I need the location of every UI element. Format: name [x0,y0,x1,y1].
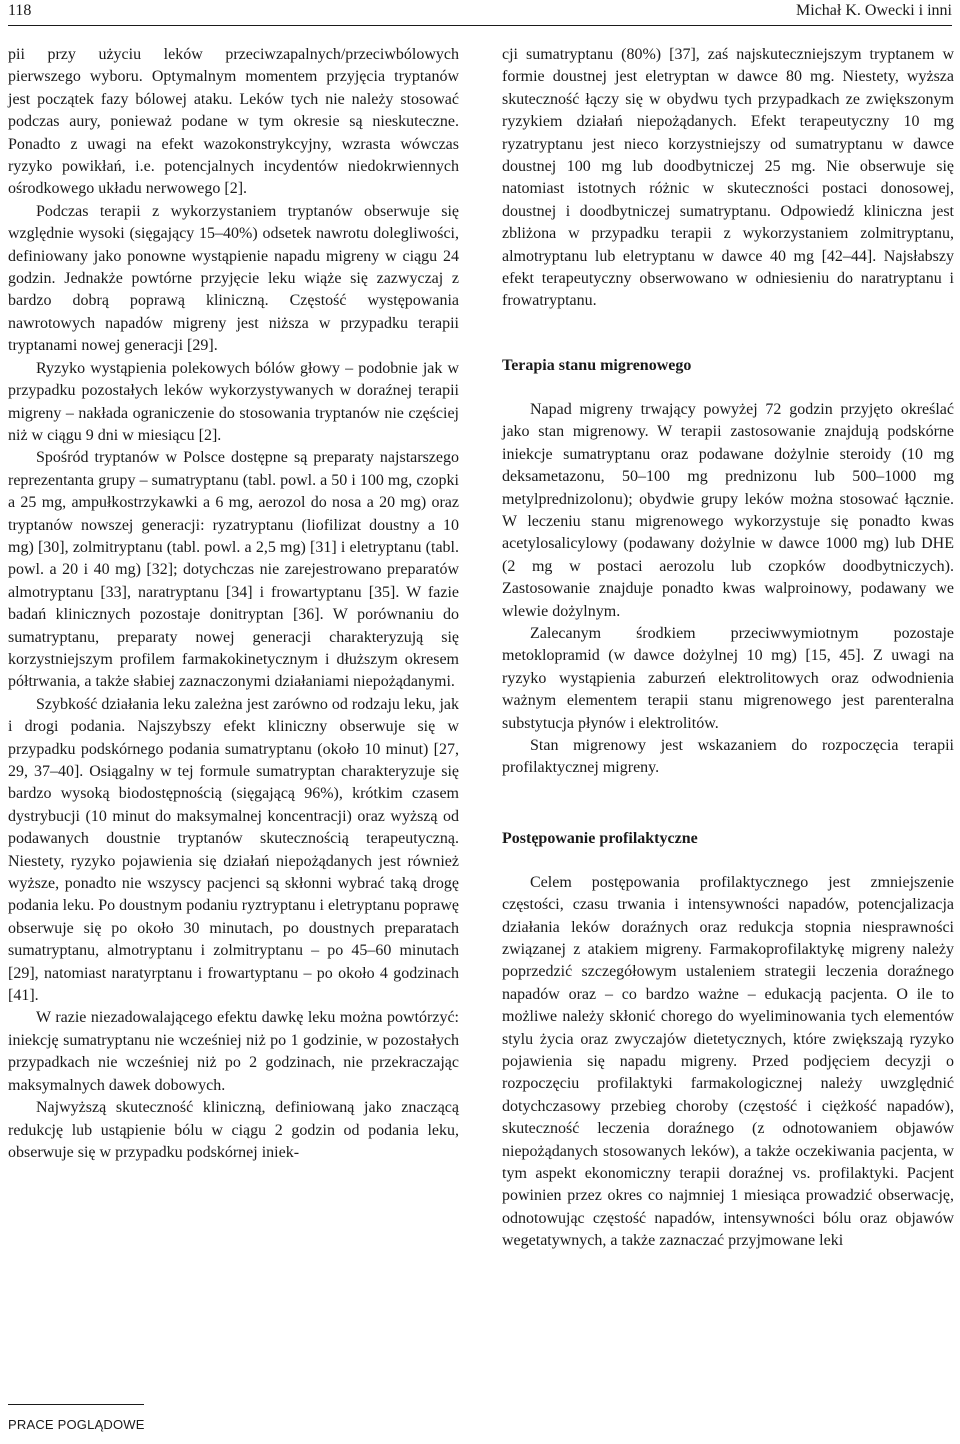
page-number: 118 [8,2,32,19]
section-spacer [502,850,954,872]
paragraph: Podczas terapii z wykorzystaniem tryptanów obserwuje się względnie wysoki (sięgający 15–40%) odsetek nawrotu dolegliwości, definiowany jako ponowne wystąpienie napadu migreny w ciągu 24 godzin. Jednakże powtórne przyjęcie leku wiąże się zazwyczaj z bardzo dobrą poprawą kliniczną. Częstość występowania nawrotowych napadów migreny jest niższa w przypadku terapii tryptanami nowej generacji [29]. [8,202,459,355]
section-spacer [502,377,954,399]
paragraph: Spośród tryptanów w Polsce dostępne są preparaty najstarszego reprezentanta grupy – sumatryptanu (tabl. powl. a 50 i 100 mg, czopki a 25 mg, ampułkostrzykawki a 6 mg, aerozol do nosa a 20 mg) oraz tryptanów nowszej generacji: ryzatryptanu (liofilizat doustny a 10 mg) [30], zolmitryptanu (tabl. powl. a 2,5 mg) [31] i eletryptanu (tabl. powl. a 20 i 40 mg) [32]; dotychczas nie zarejestrowano preparatów almotryptanu [33], naratryptanu [34] i frowartyptanu [35]. W fazie badań klinicznych pozostaje donitryptan [36]. W porównaniu do sumatryptanu, preparaty nowej generacji charakteryzują się korzystniejszym profilem farmakokinetycznym i dłuższym okresem półtrwania, a także słabiej zaznaczonymi działaniami niepożądanymi. [8,449,459,691]
page-header [8,0,952,24]
paragraph: Ryzyko wystąpienia polekowych bólów głowy – podobnie jak w przypadku pozostałych leków wykorzystywanych w doraźnej terapii migreny – nakłada ograniczenie do stosowania tryptanów nie częściej niż w ciągu 9 dni w miesiącu [2]. [8,359,459,444]
header-rule [8,25,952,26]
right-column [502,44,954,1253]
paragraph: Celem postępowania profilaktycznego jest zmniejszenie częstości, czasu trwania i intensywności napadów, potencjalizacja działania leków doraźnych oraz redukcja stopnia niesprawności związanej z atakiem migreny. Farmakoprofilaktykę migreny należy poprzedzić szczegółowym ustaleniem strategii leczenia doraźnego napadów oraz – co bardzo ważne – edukacją pacjenta. O ile to możliwe należy skłonić chorego do wyeliminowania tych elementów stylu życia oraz zwyczajów dietetycznych, które zwiększają ryzyko pojawienia się napadu migreny. Przed podjęciem decyzji o rozpoczęciu profilaktyki farmakologicznej należy uwzględnić dotychczasowy przebieg choroby (częstość i ciężkość napadów), skuteczność leczenia doraźnego (z odnotowaniem objawów niepożądanych stosowanych leków), a także oczekiwania pacjenta, w tym aspekt ekonomiczny terapii doraźnej vs. profilaktyki. Pacjent powinien przez okres co najmniej 1 miesiąca prowadzić obserwację, odnotowując częstość napadów, intensywności bólu oraz objawów wegetatywnych, a także zaznaczać przyjmowane leki [502,873,954,1250]
paragraph: Napad migreny trwający powyżej 72 godzin przyjęto określać jako stan migrenowy. W terapii zastosowanie znajdują podskórne iniekcje sumatryptanu oraz podawane dożylnie steroidy (10 mg deksametazonu, 50–100 mg prednizonu lub 500–1000 mg metylprednizolonu); obydwie grupy leków można stosować łącznie. W leczeniu stanu migrenowego wykorzystuje się ponadto kwas acetylosalicylowy (podawany dożylnie w dawce 1000 mg) lub DHE (2 mg w postaci aerozolu lub czopków doodbytniczych). Zastosowanie znajduje ponadto kwas walproinowy, podawany we wlewie dożylnym. [502,400,954,620]
paragraph: Zalecanym środkiem przeciwwymiotnym pozostaje metoklopramid (w dawce dożylnej 10 mg) [15, 45]. Z uwagi na ryzyko wystąpienia zaburzeń elektrolitowych oraz odwodnienia ważnym elementem terapii stanu migrenowego jest parenteralna substytucja płynów i elektrolitów. [502,624,954,732]
section-spacer [502,313,954,355]
paragraph: cji sumatryptanu (80%) [37], zaś najskuteczniejszym tryptanem w formie doustnej jest eletryptan w dawce 80 mg. Niestety, wyższa skuteczność łączy się w obydwu tych przypadkach ze zwiększonym ryzykiem działań niepożądanych. Efekt terapeutyczny 10 mg ryzatryptanu jest nieco korzystniejszy od sumatryptanu w dawce doustnej 100 mg lub doodbytniczej 25 mg. Nie obserwuje się natomiast istotnych różnic w skuteczności postaci donosowej, doustnej i doodbytniczej sumatryptanu. Odpowiedź kliniczna jest zbliżona w przypadku terapii z wykorzystaniem zolmitryptanu, almotryptanu lub eletryptanu w dawce 40 mg [42–44]. Najsłabszy efekt terapeutyczny obserwowano w odniesieniu do naratryptanu i frowatryptanu. [502,46,954,310]
paragraph: Stan migrenowy jest wskazaniem do rozpoczęcia terapii profilaktycznej migreny. [502,736,954,777]
footer-section-label: PRACE POGLĄDOWE [8,1417,145,1432]
section-spacer [502,780,954,828]
paragraph: pii przy użyciu leków przeciwzapalnych/przeciwbólowych pierwszego wyboru. Optymalnym momentem przyjęcia tryptanów jest początek fazy bólowej ataku. Leków tych nie należy stosować podczas aury, ponieważ podane w tym okresie są nieskuteczne. Ponadto z uwagi na efekt wazokonstrykcyjny, wzrasta wówczas ryzyko powikłań, i.e. potencjalnych incydentów niedokrwiennych ośrodkowego układu nerwowego [2]. [8,46,459,198]
paragraph: W razie niezadowalającego efektu dawkę leku można powtórzyć: iniekcję sumatryptanu nie wcześniej niż po 1 godzinie, w pozostałych przypadkach nie wcześniej niż po 2 godzinach, nie przekraczając maksymalnych dawek dobowych. [8,1009,459,1094]
section-heading-status-migrainosus: Terapia stanu migrenowego [502,356,692,374]
footer-rule [8,1404,144,1405]
paragraph: Szybkość działania leku zależna jest zarówno od rodzaju leku, jak i drogi podania. Najszybszy efekt kliniczny obserwuje się w przypadku podskórnego podania sumatryptanu (około 10 minut) [27, 29, 37–40]. Osiągalny w tej formule sumatryptan charakteryzuje się bardzo wysoką biodostępnością (sięgającą 96%), krótkim czasem dystrybucji (10 minut do maksymalnej koncentracji) oraz wyższą od podawanych doustnie tryptanów skutecznością terapeutyczną. Niestety, ryzyko pojawienia się działań niepożądanych jest również wyższe, ponadto nie wszyscy pacjenci są skłonni wybrać taką drogę podania leku. Po doustnym podaniu ryztryptanu i eletryptanu poprawę obserwuje się po około 30 minutach, po doustnych preparatach sumatryptanu, almotryptanu i zolmitryptanu – po 45–60 minutach [29], natomiast naratyrptanu i frowartyptanu – po około 4 godzinach [41]. [8,695,460,1005]
running-head-authors: Michał K. Owecki i inni [796,2,952,19]
left-column [8,44,459,1164]
section-heading-prophylaxis: Postępowanie profilaktyczne [502,829,698,847]
paragraph: Najwyższą skuteczność kliniczną, definiowaną jako znaczącą redukcję lub ustąpienie bólu w ciągu 2 godzin od podania leku, obserwuje się w przypadku podskórnej iniek- [8,1099,459,1161]
